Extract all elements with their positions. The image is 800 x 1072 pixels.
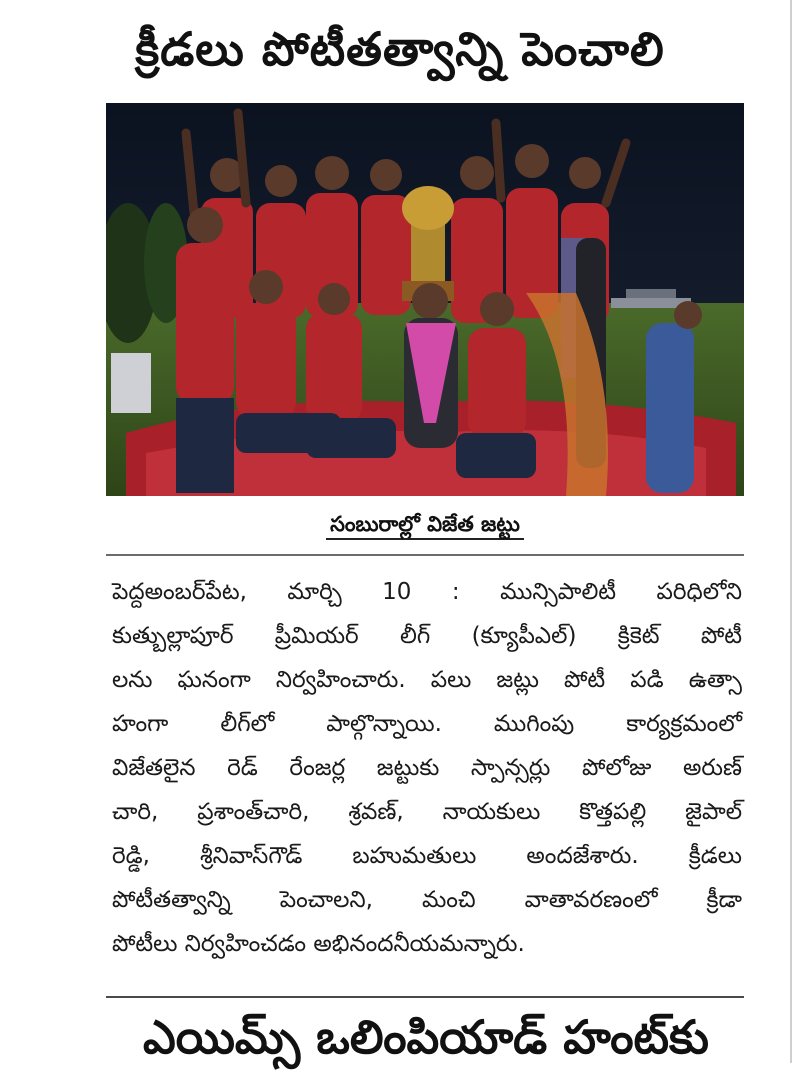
photo-caption-text: సంబురాల్లో విజేత జట్టు <box>326 512 524 540</box>
body-line: విజేతలైన రెడ్ రేంజర్ల జట్టుకు స్పాన్సర్లు పోలోజు అరుణ్ <box>112 755 742 781</box>
next-article-headline: ఎయిమ్స్ ఒలింపియాడ్ హంట్‌కు <box>143 1010 709 1064</box>
body-line: చారి, ప్రశాంత్‌చారి, శ్రవణ్, నాయకులు కొత్తపల్లి జైపాల్ <box>112 799 742 825</box>
body-line: పెద్దఅంబర్‌పేట, మార్చి 10 : మున్సిపాలిటీ పరిధిలోని <box>112 579 742 605</box>
body-line: పోటీలు నిర్వహించడం అభినందనీయమన్నారు. <box>112 931 525 957</box>
body-line: లను ఘనంగా నిర్వహించారు. పలు జట్లు పోటీ పడి ఉత్సా <box>112 667 742 693</box>
body-line: రెడ్డి, శ్రీనివాస్‌గౌడ్ బహుమతులు అందజేశారు. క్రీడలు <box>112 843 742 869</box>
caption-divider <box>106 554 744 556</box>
body-line: పోటీతత్వాన్ని పెంచాలని, మంచి వాతావరణంలో క్రీడా <box>112 887 742 913</box>
column-divider <box>790 0 792 1063</box>
body-line: కుత్బుల్లాపూర్ ప్రీమియర్ లీగ్ (క్యూపీఎల్) క్రికెట్ పోటీ <box>112 623 742 649</box>
article-divider <box>106 996 744 998</box>
team-photo <box>106 103 744 496</box>
article-headline: క్రీడలు పోటీతత్వాన్ని పెంచాలి <box>135 22 665 76</box>
body-line: హంగా లీగ్‌లో పాల్గొన్నాయి. ముగింపు కార్యక్రమంలో <box>112 711 742 737</box>
photo-caption <box>106 508 744 540</box>
article-body <box>112 570 742 966</box>
